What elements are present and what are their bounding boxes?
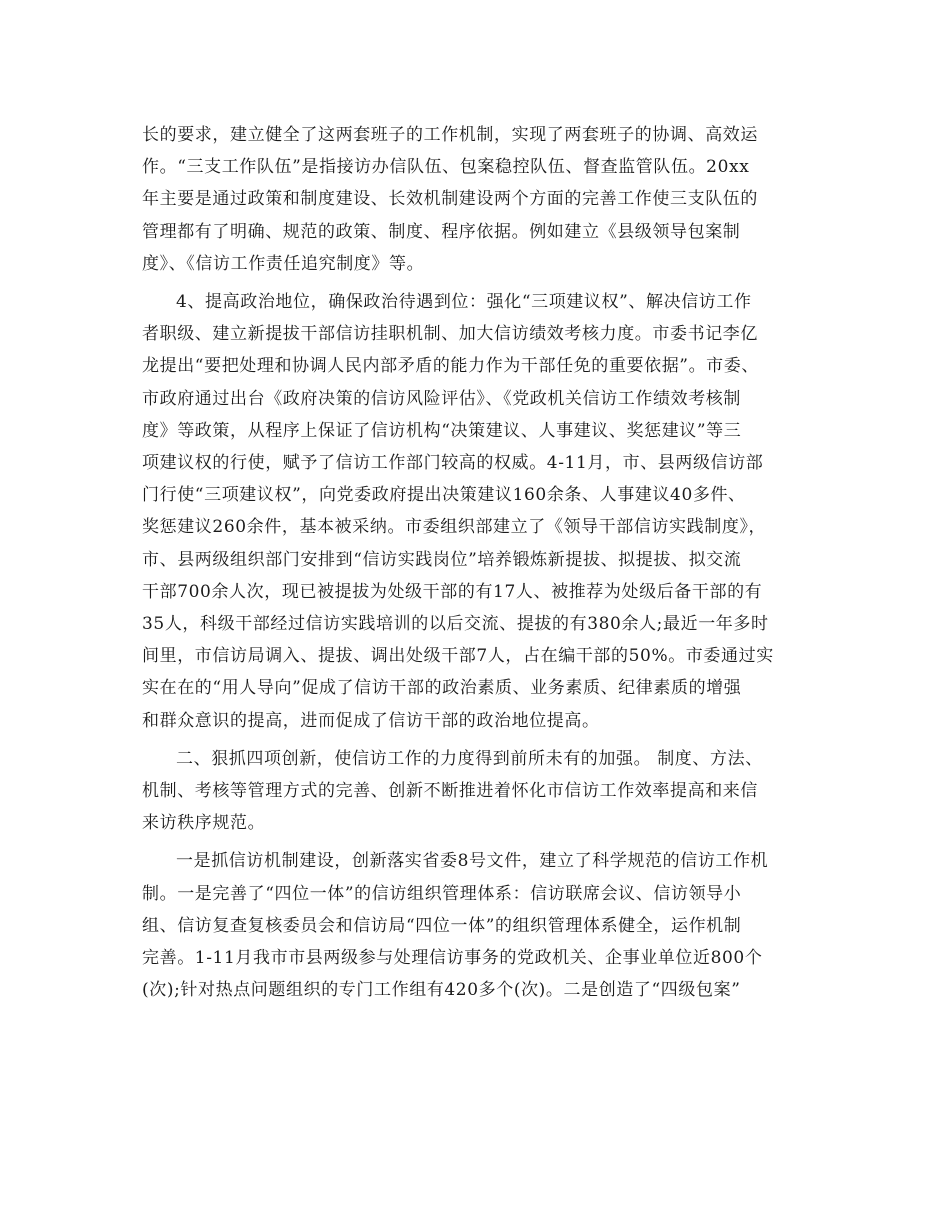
paragraph-p2 (142, 286, 812, 737)
text-line: 完善。1-11月我市市县两级参与处理信访事务的党政机关、企事业单位近800个 (142, 948, 763, 969)
text-line: 门行使“三项建议权”，向党委政府提出决策建议160余条、人事建议40多件、 (142, 485, 746, 506)
text-line: 间里，市信访局调入、提拔、调出处级干部7人，占在编干部的50%。市委通过实 (142, 646, 774, 667)
text-line: 长的要求，建立健全了这两套班子的工作机制，实现了两套班子的协调、高效运 (142, 125, 758, 145)
text-line: 者职级、建立新提拔干部信访挂职机制、加大信访绩效考核力度。市委书记李亿 (142, 324, 758, 345)
text-line: 组、信访复查复核委员会和信访局“四位一体”的组织管理体系健全，运作机制 (142, 915, 742, 936)
text-line: 作。“三支工作队伍”是指接访办信队伍、包案稳控队伍、督查监管队伍。20xx (142, 157, 750, 178)
text-line: 一是抓信访机制建设，创新落实省委8号文件，建立了科学规范的信访工作机 (176, 851, 769, 872)
text-line: 奖惩建议260余件，基本被采纳。市委组织部建立了《领导干部信访实践制度》， (142, 517, 767, 538)
text-line: 龙提出“要把处理和协调人民内部矛盾的能力作为干部任免的重要依据”。市委、 (142, 356, 759, 377)
paragraph-p1 (142, 119, 812, 280)
text-line: 35人，科级干部经过信访实践培训的以后交流、提拔的有380余人;最近一年多时 (142, 614, 769, 635)
text-line: 机制、考核等管理方式的完善、创新不断推进着怀化市信访工作效率提高和来信 (142, 781, 758, 802)
text-line: 项建议权的行使，赋予了信访工作部门较高的权威。4-11月，市、县两级信访部 (142, 453, 764, 474)
text-line: 度》等政策，从程序上保证了信访机构“决策建议、人事建议、奖惩建议”等三 (142, 420, 742, 441)
text-line: 度》、《信访工作责任追究制度》等。 (142, 253, 425, 274)
paragraph-p3 (142, 743, 812, 840)
text-line: 来访秩序规范。 (142, 813, 266, 834)
paragraph-p4 (142, 845, 812, 1006)
text-line: 4、提高政治地位，确保政治待遇到位：强化“三项建议权”、解决信访工作 (176, 292, 752, 313)
text-line: 和群众意识的提高，进而促成了信访干部的政治地位提高。 (142, 710, 600, 731)
text-line: 市、县两级组织部门安排到“信访实践岗位”培养锻炼新提拔、拟提拔、拟交流 (142, 549, 742, 570)
text-line: 市政府通过出台《政府决策的信访风险评估》、《党政机关信访工作绩效考核制 (142, 388, 741, 409)
document-body (142, 119, 812, 1012)
text-line: 管理都有了明确、规范的政策、制度、程序依据。例如建立《县级领导包案制 (142, 221, 741, 242)
text-line: 实在在的“用人导向”促成了信访干部的政治素质、业务素质、纪律素质的增强 (142, 678, 742, 699)
text-line: 制。一是完善了“四位一体”的信访组织管理体系：信访联席会议、信访领导小 (142, 883, 742, 904)
text-line: 年主要是通过政策和制度建设、长效机制建设两个方面的完善工作使三支队伍的 (142, 189, 758, 210)
text-line: 干部700余人次，现已被提拔为处级干部的有17人、被推荐为处级后备干部的有 (142, 581, 763, 602)
text-line: 二、狠抓四项创新，使信访工作的力度得到前所未有的加强。 制度、方法、 (176, 748, 763, 769)
text-line: (次);针对热点问题组织的专门工作组有420多个(次)。二是创造了“四级包案” (142, 980, 741, 1001)
